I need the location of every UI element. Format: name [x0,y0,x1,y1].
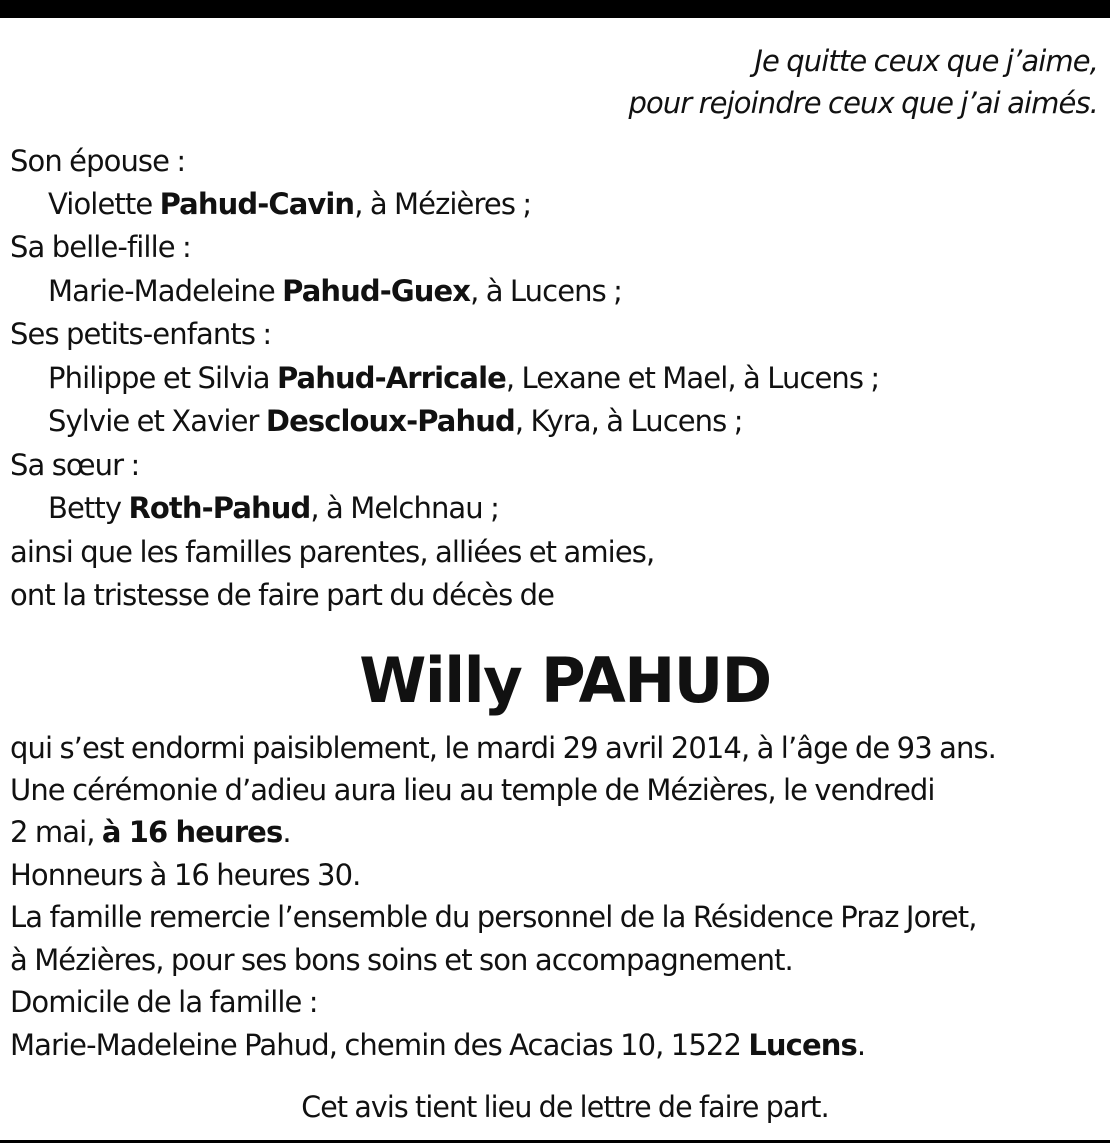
grandchild-first-names: Sylvie et Xavier [48,404,266,438]
spouse-location: , à Mézières ; [354,187,532,221]
sister-first-name: Betty [48,491,129,525]
sister-location: , à Melchnau ; [310,491,499,525]
spouse-heading: Son épouse : [10,144,186,178]
grandchild-surname: Pahud-Arricale [276,361,506,395]
announcement-line: ont la tristesse de faire part du décès de [10,578,555,612]
passing-line: qui s’est endormi paisiblement, le mardi 29 avril 2014, à l’âge de 93 ans. [10,731,996,765]
other-families-line: ainsi que les familles parentes, alliées et amies, [10,535,655,569]
grandchild-details: , Kyra, à Lucens ; [514,404,743,438]
grandchild-entry [48,404,743,438]
footer-note: Cet avis tient lieu de lettre de faire part. [301,1090,829,1124]
grandchild-entry [48,361,879,395]
ceremony-line-1: Une cérémonie d’adieu aura lieu au temple de Mézières, le vendredi [10,773,935,807]
thanks-line-1: La famille remercie l’ensemble du personnel de la Résidence Praz Joret, [10,900,977,934]
sister-entry [48,491,499,525]
domicile-street: Marie-Madeleine Pahud, chemin des Acacias 10, 1522 [10,1028,749,1062]
bottom-rule [0,1140,1110,1143]
ceremony-line-2 [10,815,291,849]
deceased-name: Willy PAHUD [359,644,771,717]
grandchildren-heading: Ses petits-enfants : [10,317,272,351]
spouse-entry [48,187,531,221]
domicile-address [10,1028,865,1062]
thanks-line-2: à Mézières, pour ses bons soins et son accompagnement. [10,943,793,977]
daughter-in-law-surname: Pahud-Guex [282,274,471,308]
epigraph-line-1: Je quitte ceux que j’aime, [754,44,1098,78]
ceremony-time: à 16 heures [101,815,283,849]
domicile-period: . [856,1028,866,1062]
domicile-heading: Domicile de la famille : [10,985,318,1019]
sister-surname: Roth-Pahud [128,491,311,525]
honours-line: Honneurs à 16 heures 30. [10,858,361,892]
top-rule [0,0,1110,18]
spouse-surname: Pahud-Cavin [159,187,355,221]
daughter-in-law-location: , à Lucens ; [470,274,623,308]
daughter-in-law-heading: Sa belle-fille : [10,230,191,264]
spouse-first-name: Violette [48,187,160,221]
domicile-town: Lucens [748,1028,857,1062]
grandchild-details: , Lexane et Mael, à Lucens ; [505,361,880,395]
sister-heading: Sa sœur : [10,448,140,482]
ceremony-period: . [282,815,291,849]
daughter-in-law-entry [48,274,622,308]
daughter-in-law-first-name: Marie-Madeleine [48,274,283,308]
grandchild-surname: Descloux-Pahud [265,404,515,438]
ceremony-date: 2 mai, [10,815,102,849]
epigraph-line-2: pour rejoindre ceux que j’ai aimés. [628,86,1098,120]
grandchild-first-names: Philippe et Silvia [48,361,277,395]
